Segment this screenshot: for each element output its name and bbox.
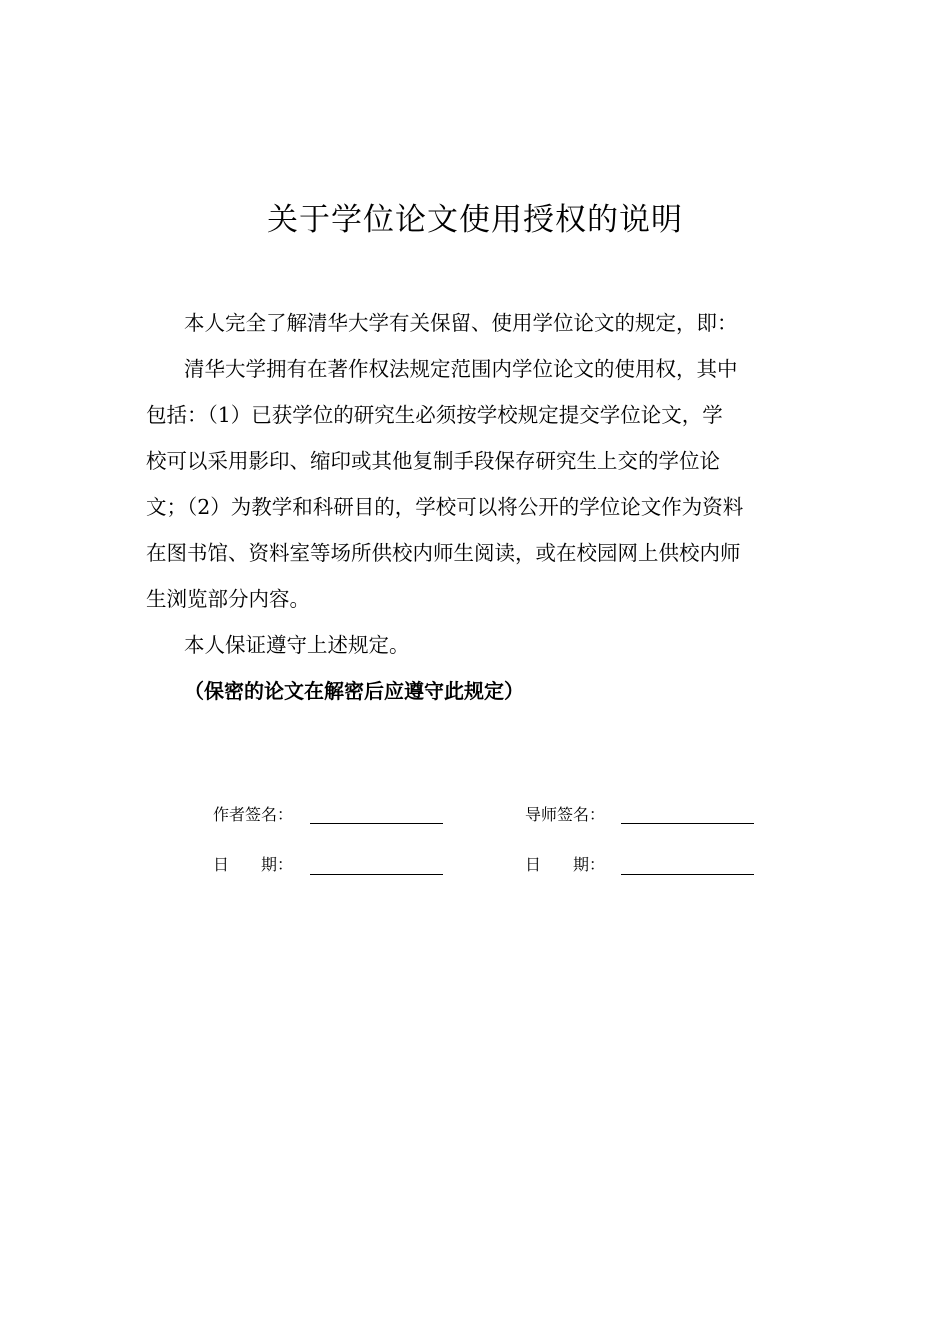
author-date-line[interactable] bbox=[310, 874, 443, 875]
authorization-statement bbox=[146, 300, 806, 714]
compliance-paragraph: 本人保证遵守上述规定。 bbox=[184, 633, 410, 657]
author-signature-label: 作者签名： bbox=[213, 805, 294, 824]
author-date-label: 日 期： bbox=[213, 855, 294, 874]
advisor-date-label: 日 期： bbox=[525, 855, 606, 874]
page-title: 关于学位论文使用授权的说明 bbox=[267, 202, 683, 238]
advisor-signature-line[interactable] bbox=[621, 823, 754, 824]
rights-paragraph-line: 文；（2）为教学和科研目的，学校可以将公开的学位论文作为资料 bbox=[146, 495, 744, 519]
advisor-date-line[interactable] bbox=[621, 874, 754, 875]
confidential-note: （保密的论文在解密后应遵守此规定） bbox=[184, 679, 524, 703]
rights-paragraph-line: 校可以采用影印、缩印或其他复制手段保存研究生上交的学位论 bbox=[146, 449, 720, 473]
rights-paragraph-lead: 清华大学拥有在著作权法规定范围内学位论文的使用权，其中 bbox=[184, 357, 738, 381]
advisor-signature-label: 导师签名： bbox=[525, 805, 606, 824]
rights-paragraph-line: 生浏览部分内容。 bbox=[146, 587, 310, 611]
intro-paragraph: 本人完全了解清华大学有关保留、使用学位论文的规定，即： bbox=[184, 311, 738, 335]
rights-paragraph-line: 包括：（1）已获学位的研究生必须按学校规定提交学位论文，学 bbox=[146, 403, 723, 427]
author-signature-line[interactable] bbox=[310, 823, 443, 824]
rights-paragraph-line: 在图书馆、资料室等场所供校内师生阅读，或在校园网上供校内师 bbox=[146, 541, 741, 565]
